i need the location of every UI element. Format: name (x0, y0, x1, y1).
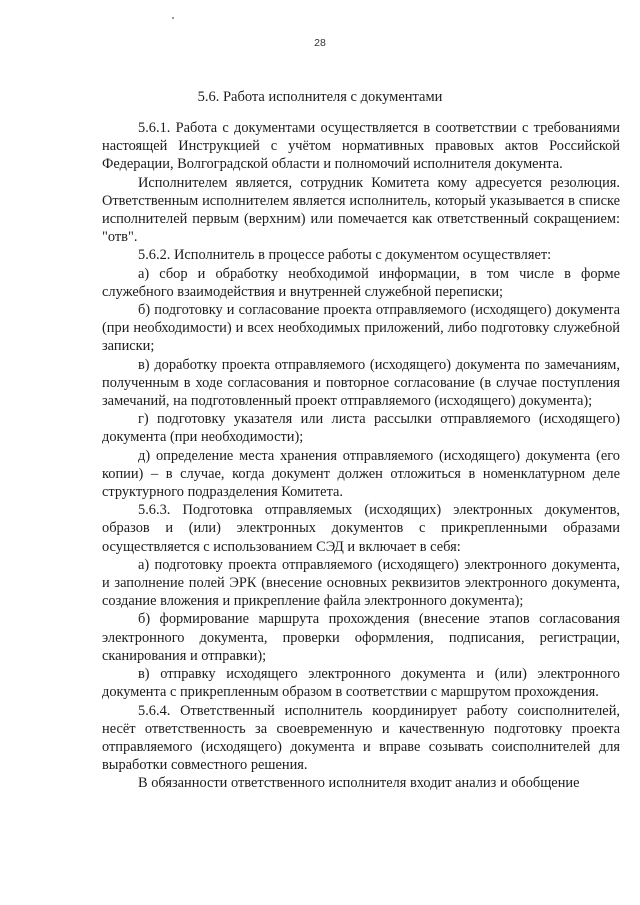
paragraph-5-6-4: 5.6.4. Ответственный исполнитель координирует работу соисполнителей, несёт ответственность за своевременную и качественную подготовку проекта отправляемого (исходящего) документа и вправе созывать соисполнителей для выработки совместного решения. (102, 702, 620, 774)
page-number: 28 (314, 37, 326, 49)
scan-speck (172, 17, 174, 19)
list-item-5-6-3-b: б) формирование маршрута прохождения (внесение этапов согласования электронного документа, проверки оформления, подписания, регистрации, сканирования и отправки); (102, 611, 620, 664)
list-item-5-6-3-a: а) подготовку проекта отправляемого (исходящего) электронного документа, и заполнение полей ЭРК (внесение основных реквизитов электронного документа, создание вложения и прикрепление файла электронного документа); (102, 556, 620, 610)
paragraph-5-6-3: 5.6.3. Подготовка отправляемых (исходящих) электронных документов, образов и (или) электронных документов с прикрепленными образами осуществляется с использованием СЭД и включает в себя: (102, 502, 620, 555)
list-item-5-6-2-b: б) подготовку и согласование проекта отправляемого (исходящего) документа (при необходимости) и всех необходимых приложений, либо подготовку служебной записки; (102, 302, 620, 355)
list-item-5-6-3-v: в) отправку исходящего электронного документа и (или) электронного документа с прикрепленным образом в соответствии с маршрутом прохождения. (102, 666, 620, 701)
list-item-5-6-2-v: в) доработку проекта отправляемого (исходящего) документа по замечаниям, полученным в ходе согласования и повторное согласование (в случае поступления замечаний, на подготовленный проект отправляемого (исходящего) документа); (102, 356, 620, 410)
paragraph-5-6-1: 5.6.1. Работа с документами осуществляется в соответствии с требованиями настоящей Инструкцией с учётом нормативных правовых актов Российской Федерации, Волгоградской области и полномочий исполнителя документа. (102, 120, 620, 173)
body-text (102, 119, 620, 793)
list-item-5-6-2-d: д) определение места хранения отправляемого (исходящего) документа (его копии) – в случае, когда документ должен отложиться в номенклатурном деле структурного подразделения Комитета. (102, 447, 620, 501)
paragraph-5-6-2: 5.6.2. Исполнитель в процессе работы с документом осуществляет: (138, 247, 552, 264)
section-title: 5.6. Работа исполнителя с документами (197, 89, 443, 105)
paragraph-executor-definition: Исполнителем является, сотрудник Комитета кому адресуется резолюция. Ответственным исполнителем является исполнитель, который указывается в списке исполнителей первым (верхним) или помечается как ответственный сокращением: "отв". (102, 174, 620, 246)
list-item-5-6-2-g: г) подготовку указателя или листа рассылки отправляемого (исходящего) документа (при необходимости); (102, 411, 620, 446)
list-item-5-6-2-a: а) сбор и обработку необходимой информации, в том числе в форме служебного взаимодействия и внутренней служебной переписки; (102, 265, 620, 300)
paragraph-responsible-duties: В обязанности ответственного исполнителя входит анализ и обобщение (138, 775, 580, 792)
